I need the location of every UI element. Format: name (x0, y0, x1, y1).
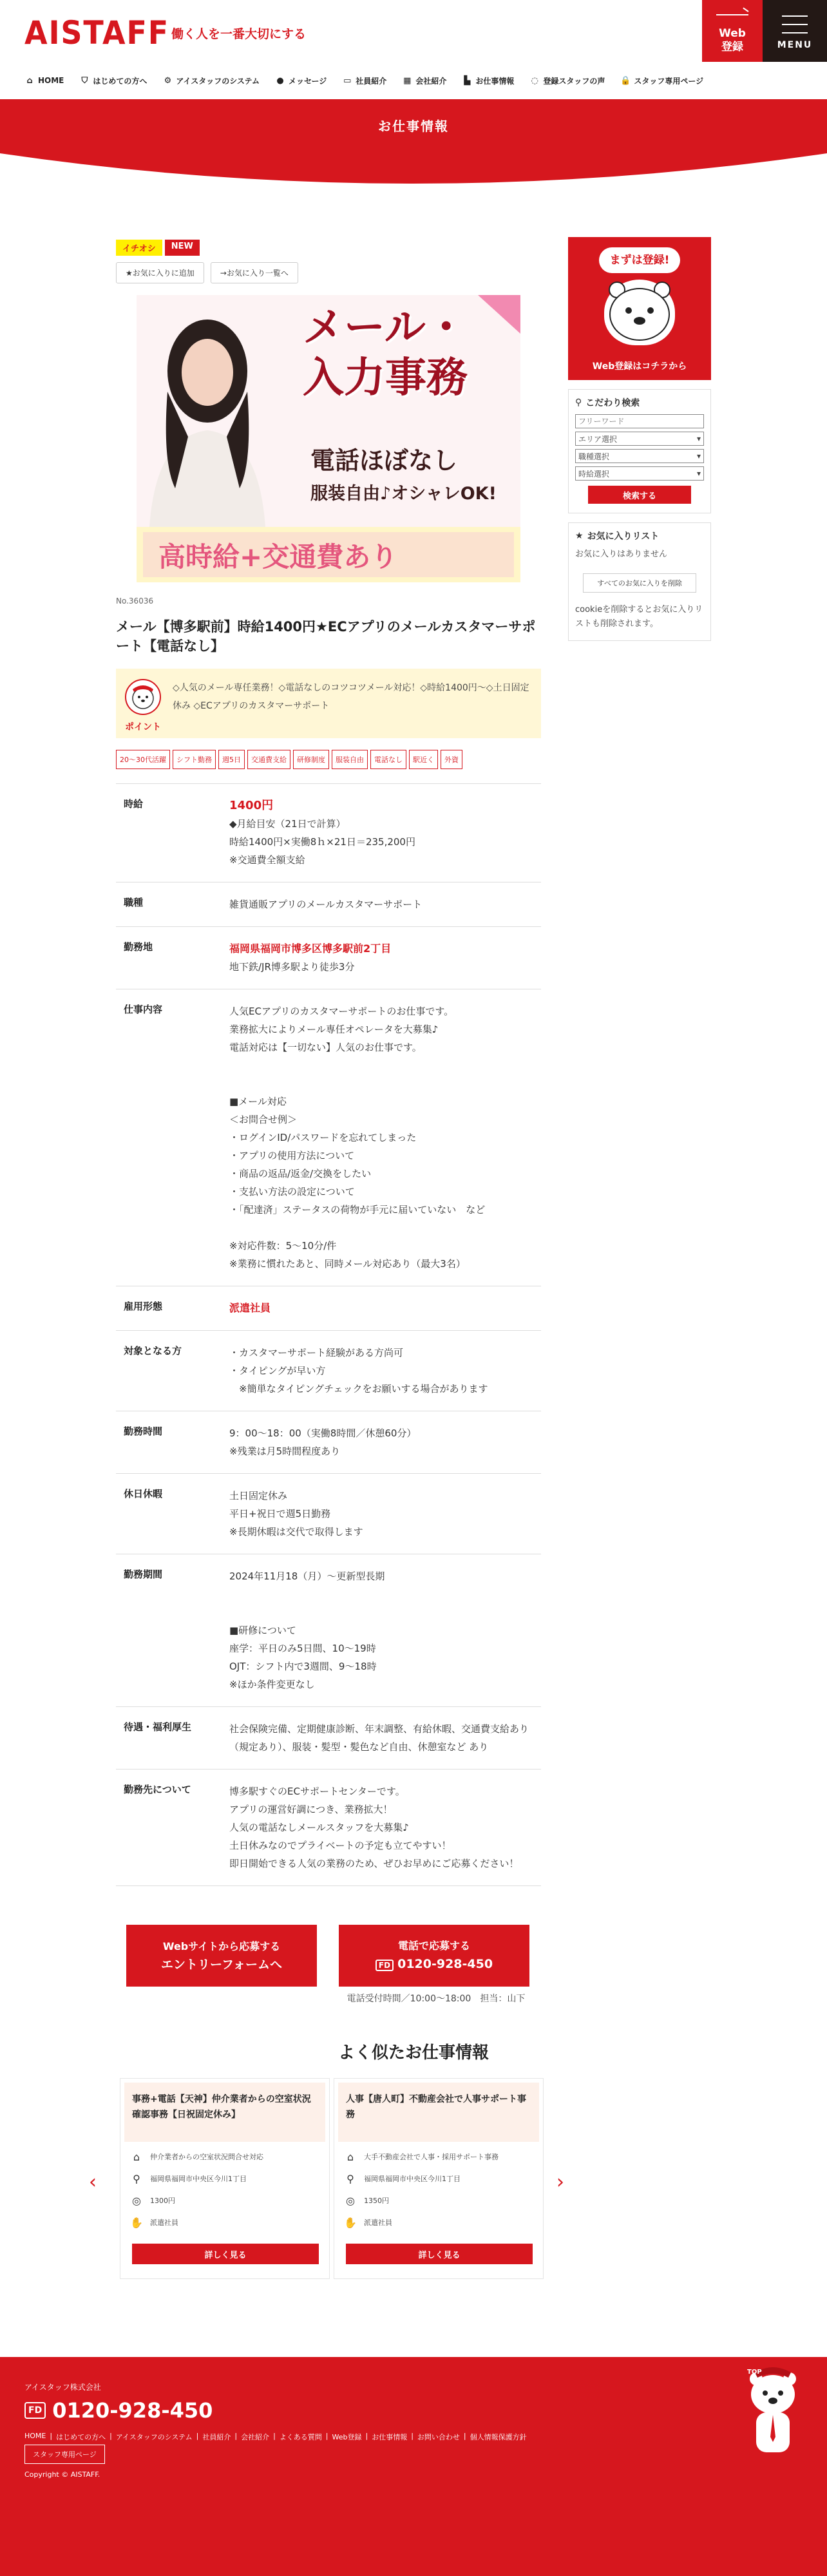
point-label: ポイント (125, 722, 161, 732)
footer-link[interactable]: 会社紹介 (241, 2433, 270, 2441)
nav-staff-intro[interactable]: ▭ 社員紹介 (343, 75, 387, 86)
footer-link[interactable]: はじめての方へ (56, 2433, 106, 2441)
area-select[interactable]: エリア選択 ▾ (575, 432, 704, 446)
image-text-line3: 電話ほぼなし (310, 446, 458, 475)
location-pin-icon: ⚲ (133, 2172, 140, 2185)
spec-row-wage: 時給 1400円 ◆月給目安（21日で計算） 時給1400円×実働8ｈ×21日＝235,200円 ※交通費全額支給 (116, 784, 541, 883)
footer-link[interactable]: お仕事情報 (372, 2433, 408, 2441)
spec-row-period: 勤務期間 2024年11月18（月）〜更新型長期 ■研修について 座学：平日のみ5日間、10〜19時 OJT：シフト内で3週間、9〜18時 ※ほか条件変更なし (116, 1554, 541, 1707)
page-hero (0, 99, 827, 187)
spec-row-employment: 雇用形態 派遣社員 (116, 1286, 541, 1331)
job-badges (116, 240, 541, 256)
handshake-icon: ✋ (130, 2216, 143, 2229)
nav-staff-page[interactable]: 🔒 スタッフ専用ページ (620, 75, 704, 86)
coin-icon: ◎ (346, 2194, 355, 2207)
job-main-image (137, 295, 520, 582)
footer-link[interactable]: 社員紹介 (202, 2433, 231, 2441)
image-text-line2: 入力事務 (303, 354, 468, 402)
web-register-banner[interactable] (568, 237, 711, 380)
badge-new: NEW (165, 240, 200, 256)
speech-icon: ◌ (531, 75, 539, 86)
nav-home[interactable]: ⌂ HOME (24, 75, 64, 86)
site-header (0, 0, 827, 62)
similar-jobs-heading: よく似たお仕事情報 (337, 2043, 489, 2063)
point-text: ◇人気のメール専任業務！◇電話なしのコツコツメール対応！◇時給1400円〜◇土日固定休み ◇ECアプリのカスタマーサポート (173, 683, 529, 711)
job-title: メール【博多駅前】時給1400円★ECアプリのメールカスタマーサポート【電話なし】 (116, 619, 536, 654)
search-box (568, 389, 711, 513)
footer-link[interactable]: Web登録 (332, 2433, 362, 2441)
hero-background (0, 99, 827, 187)
spec-row-description: 仕事内容 人気ECアプリのカスタマーサポートのお仕事です。 業務拡大によりメール専任オペレータを大募集♪ 電話対応は【一切ない】人気のお仕事です。 ■メール対応 ＜お問合せ例＞ ・ログインID/パスワードを忘れてしまった ・アプリの使用方法について ・商品の返品/返金/交換をしたい ・支払い方法の設定について ・「配達済」ステータスの荷物が手元に届いていない など ※対応件数：5〜10分/件 ※業務に慣れたあと、同時メール対応あり（最大3名） (116, 989, 541, 1286)
footer-copyright: Copyright © AISTAFF. (24, 2470, 100, 2479)
add-favorite-button[interactable]: ★お気に入りに追加 (116, 262, 204, 283)
spec-row-job-type: 職種 雑貨通販アプリのメールカスタマーサポート (116, 883, 541, 927)
chevron-down-icon: ▾ (696, 434, 701, 443)
image-text-line1: メール・ (303, 304, 467, 352)
job-tag: 週5日 (218, 750, 245, 769)
job-tags (116, 750, 541, 769)
card-detail-button[interactable]: 詳しく見る (346, 2244, 533, 2264)
favorite-box (568, 522, 711, 641)
favorite-actions (116, 262, 541, 283)
card-title: 人事【唐人町】不動産会社で人事サポート事務 (338, 2083, 539, 2142)
city-icon: ▙ (464, 75, 471, 86)
shield-icon: ⛉ (81, 75, 88, 86)
spec-row-workplace: 勤務先について 博多駅すぐのECサポートセンターです。 アプリの運営好調につき、業務拡大！ 人気の電話なしメールスタッフを大募集♪ 土日休みなのでプライベートの予定も立てやすい！ 即日開始できる人気の業務のため、ぜひお早めにご応募ください！ (116, 1770, 541, 1886)
carousel-next-icon[interactable]: › (556, 2171, 564, 2193)
apply-tel-button[interactable]: 電話で応募する FD 0120-928-450 (339, 1925, 529, 1987)
sidebar (568, 237, 711, 641)
job-tag: 20〜30代活躍 (116, 750, 170, 769)
location-pin-icon: ⚲ (347, 2172, 354, 2185)
job-tag: 電話なし (370, 750, 406, 769)
banner-bubble: まずは登録! (599, 247, 680, 273)
delete-all-favorites-button[interactable]: すべてのお気に入りを削除 (583, 573, 696, 593)
apply-section (116, 1925, 541, 2004)
badge-pickup: イチオシ (116, 240, 162, 256)
office-icon: ⌂ (133, 2150, 140, 2163)
job-tag: シフト勤務 (173, 750, 216, 769)
building-icon: ▦ (403, 75, 412, 86)
bear-mascot-icon (741, 2366, 805, 2463)
similar-job-card[interactable]: 人事【唐人町】不動産会社で人事サポート事務 ⌂ 大手不動産会社で人事・採用サポート事務 ⚲ 福岡県福岡市中央区今川1丁目 ◎ 1350円 ✋ 派遣社員 詳しく見る (334, 2078, 544, 2279)
footer-link[interactable]: HOME (24, 2432, 46, 2440)
employment-value: 派遣社員 (229, 1302, 271, 1314)
star-icon: ★ (575, 531, 584, 541)
footer-links: HOME | はじめての方へ | アイスタッフのシステム | 社員紹介 | 会社紹介 | よくある質問 | Web登録 | お仕事情報 | お問い合わせ | 個人情報保護方針 (24, 2432, 527, 2441)
job-detail (116, 240, 541, 2004)
chevron-down-icon: ▾ (696, 469, 701, 478)
nav-message[interactable]: ● メッセージ (275, 75, 327, 86)
footer-company: アイスタッフ株式会社 (24, 2383, 101, 2392)
freedial-icon: FD (375, 1960, 394, 1971)
chat-icon: ● (276, 75, 284, 86)
lock-icon: 🔒 (620, 75, 631, 86)
job-tag: 交通費支給 (247, 750, 290, 769)
apply-web-button[interactable]: Webサイトから応募する エントリーフォームへ (126, 1925, 317, 1987)
web-register-label-2: 登録 (721, 41, 743, 53)
footer-staff-button[interactable]: スタッフ専用ページ (24, 2445, 105, 2464)
job-point-box (116, 669, 541, 738)
page-top-label: TOP (747, 2369, 762, 2376)
wage-select[interactable]: 時給選択 ▾ (575, 466, 704, 481)
footer-tel[interactable]: FD 0120-928-450 (24, 2398, 213, 2423)
office-icon: ⌂ (347, 2150, 354, 2163)
freedial-icon: FD (24, 2402, 46, 2419)
job-number: No.36036 (116, 596, 154, 606)
handshake-icon: ✋ (344, 2216, 357, 2229)
coin-icon: ◎ (132, 2194, 141, 2207)
job-tag: 研修制度 (293, 750, 329, 769)
footer-link[interactable]: お問い合わせ (417, 2433, 460, 2441)
job-type-select[interactable]: 職種選択 ▾ (575, 449, 704, 463)
spec-row-hours: 勤務時間 9：00〜18：00（実働8時間／休憩60分） ※残業は月5時間程度あり (116, 1411, 541, 1474)
spec-row-benefits: 待遇・福利厚生 社会保険完備、定期健康診断、年末調整、有給休暇、交通費支給あり（規定あり）、服装・髪型・髪色など自由、休憩室など あり (116, 1707, 541, 1770)
tel-hours-note: 電話受付時間／10:00〜18:00 担当：山下 (347, 1994, 526, 2004)
id-card-icon: ▭ (343, 75, 352, 86)
search-button[interactable]: 検索する (588, 486, 691, 504)
job-tag: 駅近く (409, 750, 438, 769)
page-title: お仕事情報 (378, 119, 449, 134)
favorite-empty-text: お気に入りはありません (575, 549, 668, 559)
chevron-down-icon: ▾ (696, 452, 701, 461)
job-spec-table (116, 783, 541, 1886)
menu-button[interactable] (763, 0, 827, 62)
spec-row-location: 勤務地 福岡県福岡市博多区博多駅前2丁目 地下鉄/JR博多駅より徒歩3分 (116, 927, 541, 989)
nav-jobs[interactable]: ▙ お仕事情報 (462, 75, 514, 86)
search-icon: ⚲ (575, 397, 582, 408)
nav-first-time[interactable]: ⛉ はじめての方へ (79, 75, 147, 86)
footer-link[interactable]: 個人情報保護方針 (470, 2433, 527, 2441)
search-title: こだわり検索 (585, 398, 640, 408)
footer-link[interactable]: アイスタッフのシステム (115, 2433, 193, 2441)
spec-row-target: 対象となる方 ・カスタマーサポート経験がある方尚可 ・タイピングが早い方 ※簡単なタイピングチェックをお願いする場合があります (116, 1331, 541, 1411)
bear-mascot-icon (125, 679, 161, 715)
nav-system[interactable]: ⚙ アイスタッフのシステム (162, 75, 260, 86)
site-footer (0, 2357, 827, 2576)
bear-mascot-icon (604, 280, 675, 345)
footer-link[interactable]: よくある質問 (279, 2433, 322, 2441)
wage-value: 1400円 (229, 799, 274, 812)
menu-label: MENU (777, 40, 813, 50)
gear-icon: ⚙ (164, 75, 172, 86)
job-tag: 服装自由 (332, 750, 368, 769)
home-icon: ⌂ (26, 75, 33, 86)
favorite-title: お気に入りリスト (587, 531, 660, 542)
hamburger-icon (782, 15, 808, 41)
banner-link: Web登録はコチラから (592, 361, 687, 372)
web-register-button[interactable] (702, 0, 763, 62)
site-logo[interactable]: AISTAFF (24, 14, 169, 52)
spec-row-holidays: 休日休暇 土日固定休み 平日+祝日で週5日勤務 ※長期休暇は交代で取得します (116, 1474, 541, 1554)
arrow-right-icon (716, 14, 748, 15)
job-tag: 外資 (441, 750, 462, 769)
global-nav (0, 62, 827, 99)
web-register-label-1: Web (719, 27, 746, 40)
nav-company[interactable]: ▦ 会社紹介 (403, 75, 447, 86)
location-value: 福岡県福岡市博多区博多駅前2丁目 (229, 942, 392, 955)
image-text-line5: 高時給+交通費あり (158, 541, 398, 573)
favorite-list-button[interactable]: →お気に入り一覧へ (211, 262, 298, 283)
freeword-input[interactable] (575, 414, 704, 428)
favorite-note: cookieを削除するとお気に入りリストも削除されます。 (575, 605, 703, 629)
nav-voices[interactable]: ◌ 登録スタッフの声 (529, 75, 605, 86)
carousel-prev-icon[interactable]: ‹ (89, 2171, 97, 2193)
page-top-button[interactable] (741, 2366, 805, 2463)
image-text-line4: 服装自由♪オシャレOK! (310, 484, 497, 504)
similar-job-card[interactable]: 事務+電話【天神】仲介業者からの空室状況確認事務【日祝固定休み】 ⌂ 仲介業者からの空室状況問合せ対応 ⚲ 福岡県福岡市中央区今川1丁目 ◎ 1300円 ✋ 派遣社員 詳しく見る (120, 2078, 330, 2279)
site-tagline: 働く人を一番大切にする (171, 27, 307, 41)
card-title: 事務+電話【天神】仲介業者からの空室状況確認事務【日祝固定休み】 (124, 2083, 325, 2142)
card-detail-button[interactable]: 詳しく見る (132, 2244, 319, 2264)
